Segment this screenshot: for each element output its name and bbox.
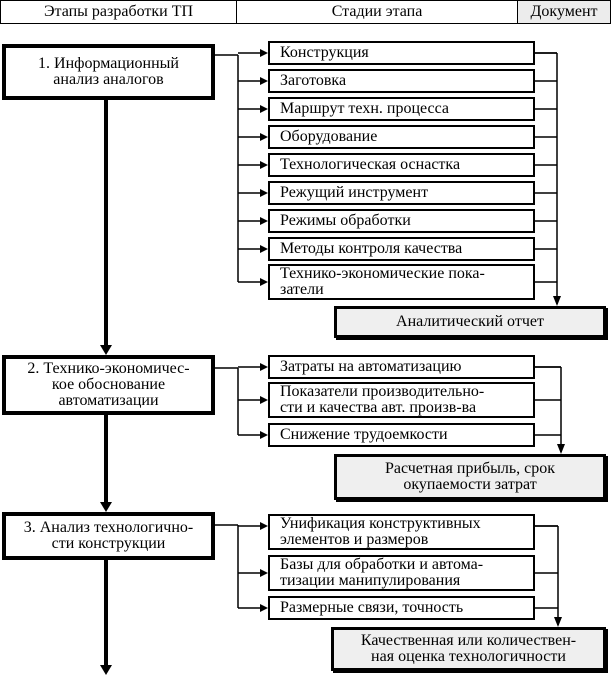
arrowhead-down <box>553 296 561 306</box>
document-label: Расчетная прибыль, срок окупаемости затрат <box>384 460 556 493</box>
stage-1-item-1 <box>268 41 535 65</box>
item-label: Режимы обработки <box>280 212 411 229</box>
item-label: Маршрут техн. процесса <box>280 100 449 117</box>
item-label: Методы контроля качества <box>280 240 463 257</box>
arrowhead-right <box>260 363 268 371</box>
arrowhead-right <box>260 49 268 57</box>
arrowhead-down <box>100 502 112 512</box>
stage-2-item-3 <box>268 423 535 447</box>
arrowhead-right <box>260 431 268 439</box>
arrowhead-down <box>554 617 562 627</box>
item-label: Затраты на автоматизацию <box>280 358 462 375</box>
stage-1-item-3 <box>268 97 535 121</box>
stage-1-item-7 <box>268 209 535 233</box>
item-label: Унификация конструктивных элементов и размеров <box>280 515 481 548</box>
item-label: Показатели производительно- сти и качества авт. произв-ва <box>280 383 485 416</box>
stage-3-item-2 <box>268 555 535 591</box>
stage-1-item-6 <box>268 181 535 205</box>
arrowhead-down <box>100 665 112 675</box>
arrowhead-right <box>260 396 268 404</box>
arrowhead-right <box>260 133 268 141</box>
arrowhead-right <box>260 161 268 169</box>
item-label: Снижение трудоемкости <box>280 426 448 443</box>
stage-1-item-9 <box>268 264 535 300</box>
stage-3-document <box>331 627 606 671</box>
stage-3-label: 3. Анализ технологично- сти конструкции <box>23 519 194 552</box>
stage-1-item-5 <box>268 153 535 177</box>
arrowhead-right <box>260 604 268 612</box>
stage-2-box <box>2 355 215 415</box>
stage-1-label: 1. Информационный анализ аналогов <box>38 55 179 88</box>
item-label: Заготовка <box>280 72 347 89</box>
item-label: Технологическая оснастка <box>280 156 461 173</box>
stage-1-item-8 <box>268 237 535 261</box>
arrowhead-right <box>260 522 268 530</box>
item-label: Размерные связи, точность <box>280 599 464 616</box>
arrowhead-right <box>260 189 268 197</box>
stage-1-item-4 <box>268 125 535 149</box>
item-label: Оборудование <box>280 128 378 145</box>
item-label: Конструкция <box>280 44 369 61</box>
stage-1-item-2 <box>268 69 535 93</box>
arrowhead-right <box>260 77 268 85</box>
stage-2-item-1 <box>268 355 535 379</box>
arrowhead-right <box>260 278 268 286</box>
stage-1-document <box>334 306 606 338</box>
arrowhead-right <box>260 569 268 577</box>
stage-3-item-3 <box>268 596 535 620</box>
header-stages-column: Этапы разработки ТП <box>0 0 237 24</box>
stage-1-box <box>2 44 215 100</box>
arrowhead-down <box>557 444 565 454</box>
item-label: Базы для обработки и автома- тизации манипулирования <box>280 556 484 589</box>
document-label: Аналитический отчет <box>396 313 544 330</box>
document-label: Качественная или количествен- ная оценка технологичности <box>360 632 577 665</box>
stage-2-label: 2. Технико-экономичес- кое обоснование автоматизации <box>27 360 190 409</box>
stage-3-box <box>2 512 215 560</box>
stage-3-item-1 <box>268 514 535 550</box>
item-label: Технико-экономические пока- затели <box>280 265 485 298</box>
arrowhead-down <box>100 345 112 355</box>
arrowhead-right <box>260 245 268 253</box>
stage-2-item-2 <box>268 382 535 418</box>
arrowhead-right <box>260 105 268 113</box>
header-document-column: Документ <box>517 0 611 24</box>
header-substages-column: Стадии этапа <box>236 0 518 24</box>
arrowhead-right <box>260 217 268 225</box>
stage-2-document <box>334 454 606 500</box>
item-label: Режущий инструмент <box>280 184 429 201</box>
